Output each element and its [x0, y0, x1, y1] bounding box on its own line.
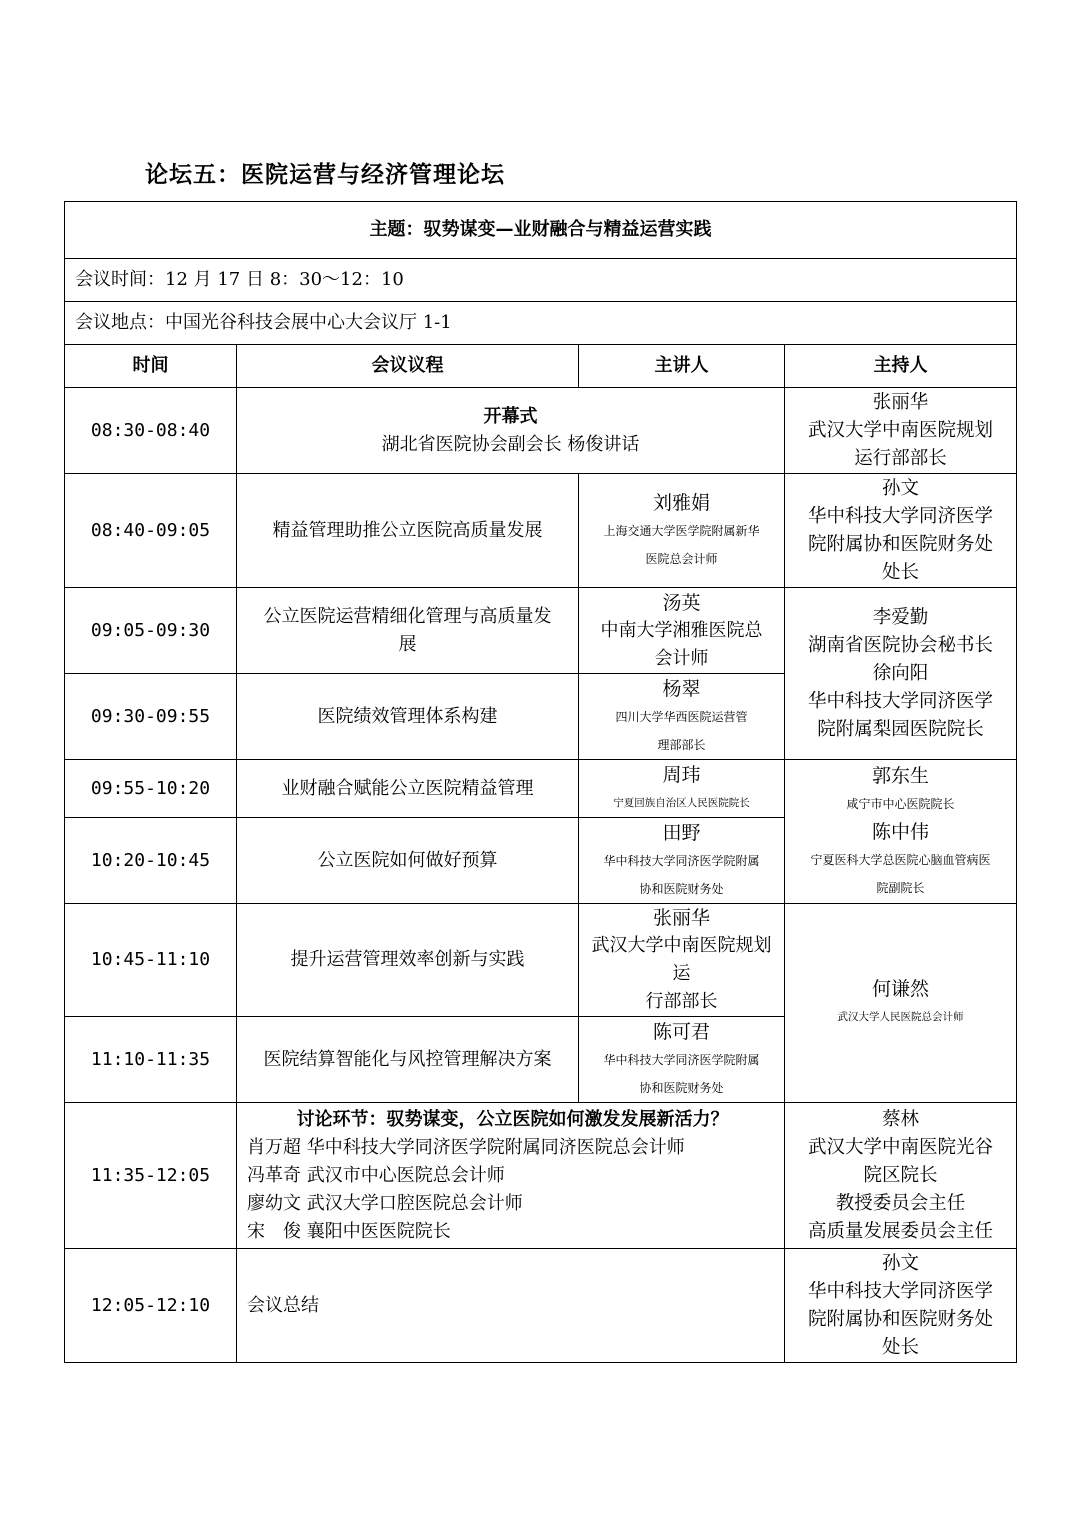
host-line: 教授委员会主任 [835, 1192, 966, 1214]
row-time: 11:10-11:35 [65, 1017, 237, 1103]
panel-member: 廖幼文 武汉大学口腔医院总会计师 [247, 1192, 523, 1214]
speaker-title: 会计师 [654, 647, 709, 669]
host-name: 郭东生 [871, 764, 929, 787]
speaker-title: 华中科技大学同济医学院附属 [603, 1052, 760, 1067]
panel-member: 冯革奇 武汉市中心医院总会计师 [247, 1164, 505, 1186]
row-host [785, 1103, 1017, 1249]
host-line: 武汉大学中南医院规划 [807, 419, 993, 441]
agenda-title: 开幕式 [483, 405, 538, 427]
row-agenda: 业财融合赋能公立医院精益管理 [237, 760, 579, 818]
row-host [785, 760, 1017, 904]
header-speaker: 主讲人 [579, 345, 785, 388]
forum-title: 论坛五：医院运营与经济管理论坛 [145, 162, 505, 188]
agenda-line: 公立医院运营精细化管理与高质量发 [263, 605, 552, 627]
host-line: 处长 [881, 1336, 919, 1358]
table-row [65, 1103, 1017, 1249]
row-time: 09:05-09:30 [65, 588, 237, 674]
table-row [65, 1249, 1017, 1363]
speaker-title: 理部部长 [657, 737, 706, 752]
speaker-title: 行部部长 [645, 991, 718, 1012]
speaker-title: 协和医院财务处 [639, 1080, 724, 1095]
row-time: 09:30-09:55 [65, 674, 237, 760]
speaker-title: 医院总会计师 [645, 551, 718, 566]
row-time: 10:20-10:45 [65, 818, 237, 904]
agenda-table [64, 201, 1017, 1363]
row-agenda: 医院绩效管理体系构建 [237, 674, 579, 760]
speaker-name: 田野 [662, 821, 701, 844]
host-line: 张丽华 [872, 391, 929, 413]
host-title: 院副院长 [876, 880, 925, 895]
host-line: 华中科技大学同济医学 [807, 690, 993, 712]
row-agenda [237, 388, 785, 474]
row-agenda: 精益管理助推公立医院高质量发展 [237, 474, 579, 588]
row-agenda [237, 588, 579, 674]
speaker-name: 张丽华 [652, 907, 710, 929]
row-agenda [237, 1103, 785, 1249]
host-title: 宁夏医科大学总医院心脑血管病医 [810, 852, 991, 867]
table-row [65, 760, 1017, 818]
row-agenda: 会议总结 [237, 1249, 785, 1363]
theme-title: 主题：驭势谋变—业财融合与精益运营实践 [65, 202, 1017, 259]
speaker-name: 汤英 [662, 591, 701, 614]
row-host [785, 388, 1017, 474]
header-host: 主持人 [785, 345, 1017, 388]
row-time: 09:55-10:20 [65, 760, 237, 818]
speaker-title: 华中科技大学同济医学院附属 [603, 853, 760, 868]
speaker-name: 杨翠 [662, 677, 701, 700]
host-line: 李爱勤 [872, 606, 929, 628]
host-line: 处长 [881, 561, 919, 583]
row-time: 11:35-12:05 [65, 1103, 237, 1249]
row-host [785, 588, 1017, 760]
speaker-name: 陈可君 [652, 1020, 710, 1043]
speaker-title: 协和医院财务处 [639, 881, 724, 896]
row-agenda: 医院结算智能化与风控管理解决方案 [237, 1017, 579, 1103]
row-time: 08:30-08:40 [65, 388, 237, 474]
speaker-title: 中南大学湘雅医院总 [600, 619, 763, 641]
row-speaker [579, 904, 785, 1017]
speaker-title: 武汉大学中南医院规划运 [591, 935, 772, 984]
header-time: 时间 [65, 345, 237, 388]
row-speaker [579, 818, 785, 904]
host-line: 徐向阳 [872, 662, 929, 684]
host-title: 咸宁市中心医院院长 [846, 796, 955, 811]
table-row [65, 588, 1017, 674]
table-row [65, 904, 1017, 1017]
host-line: 院附属协和医院财务处 [807, 1308, 993, 1330]
speaker-title: 上海交通大学医学院附属新华 [603, 523, 760, 538]
host-line: 孙文 [881, 477, 919, 499]
panel-member: 宋 俊 襄阳中医医院院长 [247, 1220, 451, 1242]
row-host [785, 474, 1017, 588]
header-agenda: 会议议程 [237, 345, 579, 388]
row-speaker [579, 674, 785, 760]
host-name: 陈中伟 [871, 820, 929, 843]
row-speaker [579, 1017, 785, 1103]
meeting-time: 会议时间：12 月 17 日 8：30～12：10 [65, 259, 1017, 302]
agenda-sub: 湖北省医院协会副会长 杨俊讲话 [381, 433, 640, 455]
speaker-name: 刘雅娟 [652, 491, 710, 514]
host-line: 院附属梨园医院院长 [817, 718, 984, 740]
row-time: 08:40-09:05 [65, 474, 237, 588]
host-line: 蔡林 [881, 1108, 919, 1130]
host-line: 院附属协和医院财务处 [807, 533, 993, 555]
host-line: 运行部部长 [854, 447, 947, 469]
agenda-line: 展 [398, 633, 417, 655]
row-speaker [579, 760, 785, 818]
host-line: 高质量发展委员会主任 [807, 1220, 993, 1242]
row-host [785, 1249, 1017, 1363]
row-time: 12:05-12:10 [65, 1249, 237, 1363]
host-line: 武汉大学中南医院光谷 [807, 1136, 993, 1158]
row-speaker [579, 474, 785, 588]
row-agenda: 公立医院如何做好预算 [237, 818, 579, 904]
row-speaker [579, 588, 785, 674]
host-line: 院区院长 [863, 1164, 938, 1186]
row-host [785, 904, 1017, 1103]
row-agenda: 提升运营管理效率创新与实践 [237, 904, 579, 1017]
row-time: 10:45-11:10 [65, 904, 237, 1017]
host-line: 华中科技大学同济医学 [807, 1280, 993, 1302]
host-name: 何谦然 [871, 978, 929, 1000]
host-line: 孙文 [881, 1252, 919, 1274]
host-line: 湖南省医院协会秘书长 [807, 634, 993, 656]
host-title: 武汉大学人民医院总会计师 [837, 1011, 964, 1023]
agenda-title: 讨论环节：驭势谋变，公立医院如何激发发展新活力？ [296, 1108, 729, 1130]
speaker-title: 宁夏回族自治区人民医院院长 [613, 796, 750, 809]
table-row [65, 388, 1017, 474]
speaker-name: 周玮 [662, 763, 701, 786]
host-line: 华中科技大学同济医学 [807, 505, 993, 527]
meeting-place: 会议地点：中国光谷科技会展中心大会议厅 1-1 [65, 302, 1017, 345]
table-header [65, 345, 1017, 388]
table-row [65, 474, 1017, 588]
panel-member: 肖万超 华中科技大学同济医学院附属同济医院总会计师 [247, 1136, 685, 1158]
speaker-title: 四川大学华西医院运营管 [615, 709, 748, 724]
